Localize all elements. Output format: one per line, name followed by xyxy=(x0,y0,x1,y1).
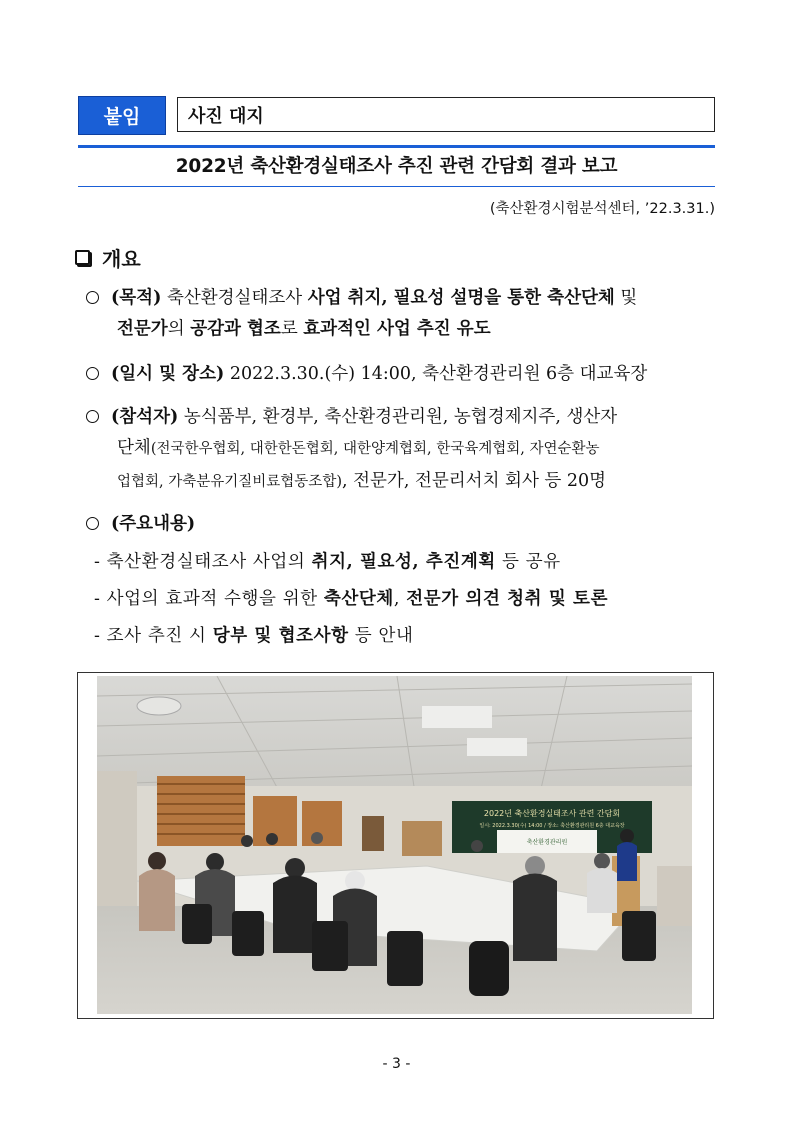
bullet-purpose xyxy=(86,283,637,314)
dash-text: 등 안내 xyxy=(348,626,414,646)
dash-emphasis: 당부 및 협조사항 xyxy=(212,626,349,646)
bullet-text: 로 xyxy=(280,319,304,339)
checkbox-square-icon xyxy=(75,250,90,265)
bullet-text: 단체 xyxy=(117,438,151,458)
dash-item-1 xyxy=(94,547,561,578)
circle-bullet-icon xyxy=(86,410,99,423)
bullet-purpose-line2 xyxy=(117,314,491,345)
bullet-emphasis: 효과적인 사업 추진 유도 xyxy=(303,319,491,339)
bullet-emphasis: 사업 취지, 필요성 설명을 통한 축산단체 xyxy=(307,288,615,308)
dash-emphasis: 전문가 의견 청취 및 토론 xyxy=(406,589,609,609)
banner-subtitle: 일시: 2022.3.30(수) 14:00 / 장소: 축산환경관리원 6층 대교육장 xyxy=(479,823,625,829)
dash-emphasis: 취지, 필요성, 추진계획 xyxy=(311,552,496,572)
meeting-photo xyxy=(97,676,692,1014)
podium-logo-text: 축산환경관리원 xyxy=(526,839,568,846)
bullet-label: (참석자) xyxy=(111,407,179,427)
bullet-text: 농식품부, 환경부, 축산환경관리원, 농협경제지주, 생산자 xyxy=(178,407,618,427)
title-top-rule xyxy=(78,145,715,148)
bullet-attendees-line2 xyxy=(117,433,600,465)
circle-bullet-icon xyxy=(86,291,99,304)
banner-title: 2022년 축산환경실태조사 관련 간담회 xyxy=(483,809,621,818)
dash-text: 등 공유 xyxy=(495,552,561,572)
dash-item-3 xyxy=(94,621,413,652)
bullet-text: 의 xyxy=(167,319,191,339)
bullet-main xyxy=(86,509,195,540)
bullet-text: 축산환경실태조사 xyxy=(161,288,308,308)
bullet-small-text: (전국한우협회, 대한한돈협회, 대한양계협회, 한국육계협회, 자연순환농 xyxy=(150,441,600,457)
dash-text: - 조사 추진 시 xyxy=(94,626,213,646)
bullet-attendees xyxy=(86,402,617,433)
dash-text: - 사업의 효과적 수행을 위한 xyxy=(94,589,324,609)
title-bottom-rule xyxy=(78,186,715,187)
section-heading-label: 개요 xyxy=(102,247,141,271)
circle-bullet-icon xyxy=(86,517,99,530)
bullet-datetime xyxy=(86,359,647,390)
attachment-tag: 붙임 xyxy=(78,96,166,135)
section-heading xyxy=(75,243,141,272)
bullet-label: (주요내용) xyxy=(111,514,196,534)
bullet-emphasis: 공감과 협조 xyxy=(190,319,281,339)
dash-item-2 xyxy=(94,584,608,615)
page-number: - 3 - xyxy=(382,1056,411,1072)
dash-emphasis: 축산단체 xyxy=(323,589,394,609)
bullet-label: (목적) xyxy=(111,288,162,308)
bullet-text: 및 xyxy=(614,288,638,308)
document-source: (축산환경시험분석센터, ’22.3.31.) xyxy=(489,201,715,217)
document-title: 2022년 축산환경실태조사 추진 관련 간담회 결과 보고 xyxy=(175,156,618,177)
bullet-text: 2022.3.30.(수) 14:00, 축산환경관리원 6층 대교육장 xyxy=(224,364,648,384)
dash-text: , xyxy=(393,589,407,609)
bullet-label: (일시 및 장소) xyxy=(111,364,225,384)
circle-bullet-icon xyxy=(86,367,99,380)
bullet-text: , 전문가, 전문리서치 회사 등 20명 xyxy=(341,471,607,491)
dash-text: - 축산환경실태조사 사업의 xyxy=(94,552,312,572)
bullet-small-text: 업협회, 가축분유기질비료협동조합) xyxy=(117,474,342,490)
bullet-emphasis: 전문가 xyxy=(117,319,168,339)
bullet-attendees-line3 xyxy=(117,466,606,498)
attachment-title-box: 사진 대지 xyxy=(177,97,715,132)
